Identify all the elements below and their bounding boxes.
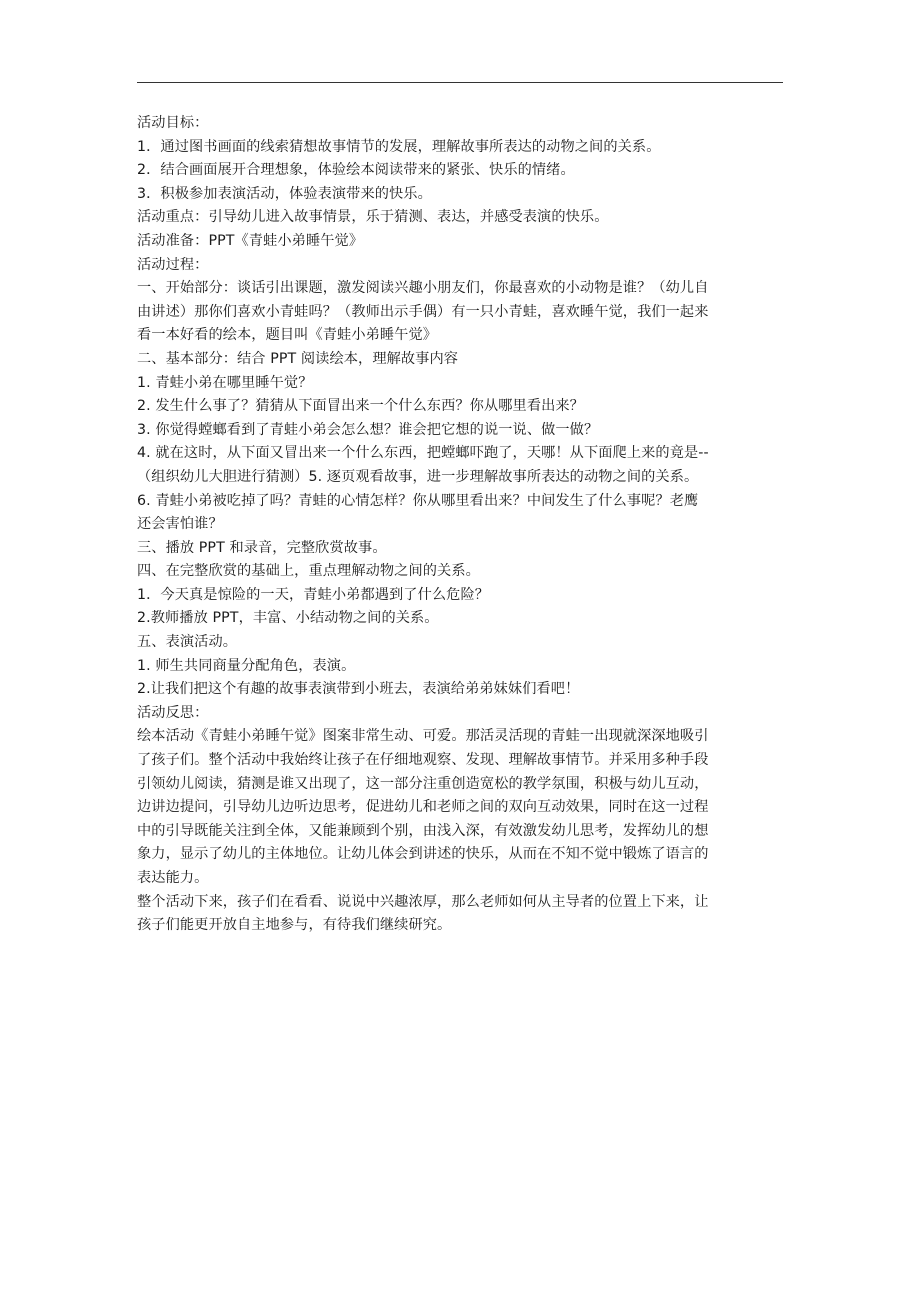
paragraph-line: 绘本活动《青蛙小弟睡午觉》图案非常生动、可爱。那活灵活现的青蛙一出现就深深地吸引 xyxy=(137,728,709,745)
list-item: 1. 师生共同商量分配角色，表演。 xyxy=(137,657,356,674)
paragraph-line: 整个活动下来，孩子们在看看、说说中兴趣浓厚，那么老师如何从主导者的位置上下来，让 xyxy=(137,893,709,910)
paragraph-line: 中的引导既能关注到全体，又能兼顾到个别，由浅入深，有效激发幼儿思考，发挥幼儿的想 xyxy=(137,822,709,839)
section-heading-basic: 二、基本部分：结合 PPT 阅读绘本，理解故事内容 xyxy=(137,350,459,367)
header-rule xyxy=(137,82,783,83)
paragraph-line: 孩子们能更开放自主地参与，有待我们继续研究。 xyxy=(137,917,452,934)
list-item: 2.让我们把这个有趣的故事表演带到小班去，表演给弟弟妹妹们看吧！ xyxy=(137,681,580,698)
paragraph-line: 边讲边提问，引导幼儿边听边思考，促进幼儿和老师之间的双向互动效果，同时在这一过程 xyxy=(137,799,709,816)
question-item: 2. 发生什么事了？猜猜从下面冒出来一个什么东西？你从哪里看出来？ xyxy=(137,398,584,415)
goal-item-1: 1．通过图书画面的线索猜想故事情节的发展，理解故事所表达的动物之间的关系。 xyxy=(137,138,661,155)
section-heading-playback: 三、播放 PPT 和录音，完整欣赏故事。 xyxy=(137,539,387,556)
question-item: 还会害怕谁？ xyxy=(137,516,223,533)
list-item: 2.教师播放 PPT，丰富、小结动物之间的关系。 xyxy=(137,610,439,627)
paragraph-line: 看一本好看的绘本，题目叫《青蛙小弟睡午觉》 xyxy=(137,327,438,344)
goal-item-3: 3．积极参加表演活动，体验表演带来的快乐。 xyxy=(137,185,432,202)
paragraph-line: 表达能力。 xyxy=(137,870,209,886)
question-item: 6. 青蛙小弟被吃掉了吗？青蛙的心情怎样？你从哪里看出来？中间发生了什么事呢？老鹰 xyxy=(137,492,699,509)
question-item: 3. 你觉得螳螂看到了青蛙小弟会怎么想？谁会把它想的说一说、做一做？ xyxy=(137,421,599,438)
question-item: 4. 就在这时，从下面又冒出来一个什么东西，把螳螂吓跑了，天哪！从下面爬上来的竟是-- xyxy=(137,445,709,462)
document-body xyxy=(137,112,785,938)
question-item: 1. 青蛙小弟在哪里睡午觉？ xyxy=(137,374,313,391)
section-heading-reflection: 活动反思： xyxy=(137,704,209,721)
list-item: 1．今天真是惊险的一天，青蛙小弟都遇到了什么危险？ xyxy=(137,586,490,603)
question-item: （组织幼儿大胆进行猜测）5. 逐页观看故事，进一步理解故事所表达的动物之间的关系。 xyxy=(137,468,699,485)
goal-item-2: 2．结合画面展开合理想象，体验绘本阅读带来的紧张、快乐的情绪。 xyxy=(137,162,575,179)
paragraph-line: 象力，显示了幼儿的主体地位。让幼儿体会到讲述的快乐，从而在不知不觉中锻炼了语言的 xyxy=(137,846,709,863)
section-heading-goals: 活动目标： xyxy=(137,115,209,131)
section-heading-relations: 四、在完整欣赏的基础上，重点理解动物之间的关系。 xyxy=(137,563,480,580)
preparation: 活动准备：PPT《青蛙小弟睡午觉》 xyxy=(137,232,364,249)
key-points: 活动重点：引导幼儿进入故事情景，乐于猜测、表达，并感受表演的快乐。 xyxy=(137,209,609,226)
paragraph-line: 引领幼儿阅读，猜测是谁又出现了，这一部分注重创造宽松的教学氛围，积极与幼儿互动， xyxy=(137,775,709,792)
paragraph-line: 由讲述）那你们喜欢小青蛙吗？（教师出示手偶）有一只小青蛙，喜欢睡午觉，我们一起来 xyxy=(137,303,709,320)
section-heading-performance: 五、表演活动。 xyxy=(137,634,238,651)
paragraph-line: 了孩子们。整个活动中我始终让孩子在仔细地观察、发现、理解故事情节。并采用多种手段 xyxy=(137,752,709,769)
paragraph-line: 一、开始部分：谈话引出课题，激发阅读兴趣小朋友们，你最喜欢的小动物是谁？（幼儿自 xyxy=(137,280,709,297)
section-heading-process: 活动过程： xyxy=(137,256,209,273)
